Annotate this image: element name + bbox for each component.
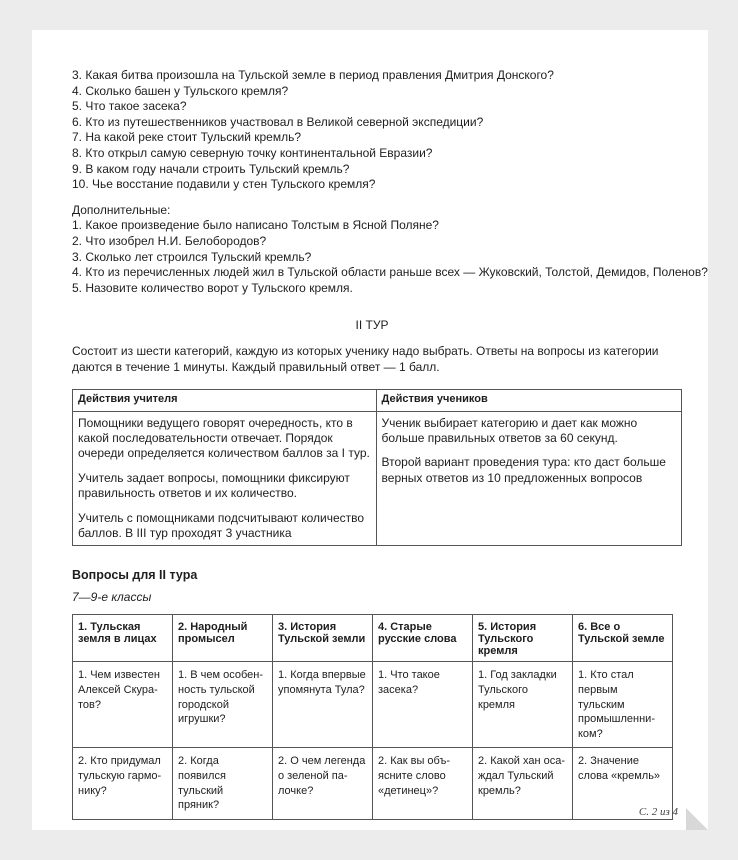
category-question-cell: 2. Когда появился тульский пряник? [173, 748, 273, 819]
question-item: 4. Сколько башен у Тульского кремля? [72, 83, 289, 98]
additional-heading: Дополнительные: [72, 202, 171, 217]
question-item: 6. Кто из путешественников участвовал в Великой северной экспедиции? [72, 114, 484, 129]
question-item: 5. Что такое засека? [72, 99, 187, 114]
category-header: 5. История Тульского кремля [473, 615, 573, 662]
teacher-action-paragraph: Помощники ведущего говорят очередность, кто в какой последовательности отвечает. Порядок очереди определяется количеством баллов за I тур. [78, 415, 370, 461]
grade-label: 7—9-е классы [72, 590, 152, 605]
category-question-cell: 1. Год закладки Тульского кремля [473, 662, 573, 748]
actions-table-row [73, 411, 682, 546]
question-item: 7. На какой реке стоит Тульский кремль? [72, 130, 302, 145]
category-question-cell: 2. О чем легенда о зеленой па-лочке? [273, 748, 373, 819]
question-item: 9. В каком году начали строить Тульский кремль? [72, 161, 350, 176]
additional-question-item: 2. Что изобрел Н.И. Белобородов? [72, 233, 267, 248]
category-header: 2. Народный промысел [173, 615, 273, 662]
student-action-paragraph: Ученик выбирает категорию и дает как можно больше правильных ответов за 60 секунд. [381, 415, 638, 445]
additional-question-item: 5. Назовите количество ворот у Тульского кремля. [72, 280, 353, 295]
page-corner-fold [686, 808, 708, 830]
questions-main-list [72, 68, 672, 193]
additional-question-item: 1. Какое произведение было написано Толстым в Ясной Поляне? [72, 218, 439, 233]
question-item: 3. Какая битва произошла на Тульской земле в период правления Дмитрия Донского? [72, 68, 554, 82]
tour-title: II ТУР [355, 318, 389, 333]
additional-list [72, 218, 708, 296]
category-question-cell: 2. Как вы объ-ясните слово «детинец»? [373, 748, 473, 819]
page-number: С. 2 из 4 [638, 806, 678, 818]
additional-questions [72, 202, 708, 297]
additional-question-item: 4. Кто из перечисленных людей жил в Тульской области раньше всех — Жуковский, Толстой, Демидов, Поленов? [72, 265, 708, 280]
teacher-action-paragraph: Учитель с помощниками подсчитывают количество баллов. В III тур проходят 3 участника [78, 510, 365, 540]
category-header: 1. Тульская земля в лицах [73, 615, 173, 662]
teacher-header: Действия учителя [73, 389, 377, 411]
category-question-cell: 2. Какой хан оса-ждал Тульский кремль? [473, 748, 573, 819]
student-action-paragraph: Второй вариант проведения тура: кто даст больше верных ответов из 10 предложенных вопросов [381, 455, 666, 485]
category-question-cell: 1. Чем известен Алексей Скура-тов? [73, 662, 173, 748]
category-header: 4. Старые русские слова [373, 615, 473, 662]
category-question-cell: 1. Кто стал первым тульским промышленни-ком? [573, 662, 673, 748]
students-header: Действия учеников [376, 389, 681, 411]
category-header: 3. История Тульской земли [273, 615, 373, 662]
document-page [32, 30, 708, 830]
teacher-action-paragraph: Учитель задает вопросы, помощники фиксируют правильность ответов и их количество. [78, 470, 350, 501]
category-question-cell: 1. В чем особен-ность тульской городской игрушки? [173, 662, 273, 748]
page-content [72, 68, 708, 820]
question-item: 10. Чье восстание подавили у стен Тульского кремля? [72, 177, 376, 192]
categories-table-row [73, 662, 673, 748]
teacher-actions-cell [73, 411, 377, 546]
additional-question-item: 3. Сколько лет строился Тульский кремль? [72, 249, 312, 264]
question-item: 8. Кто открыл самую северную точку континентальной Евразии? [72, 145, 433, 160]
category-question-cell: 1. Что такое засека? [373, 662, 473, 748]
actions-table-header [73, 389, 682, 411]
student-actions-cell [376, 411, 681, 546]
categories-table [72, 614, 673, 819]
category-question-cell: 2. Значение слова «кремль» [573, 748, 673, 819]
categories-table-row [73, 748, 673, 819]
questions-heading: Вопросы для II тура [72, 568, 198, 583]
category-question-cell: 1. Когда впервые упомянута Тула? [273, 662, 373, 748]
actions-table [72, 389, 682, 547]
category-question-cell: 2. Кто придумал тульскую гармо-нику? [73, 748, 173, 819]
categories-header-row [73, 615, 673, 662]
category-header: 6. Все о Тульской земле [573, 615, 673, 662]
tour-intro: Состоит из шести категорий, каждую из которых ученику надо выбрать. Ответы на вопросы из категории даются в течение 1 минуты. Каждый правильный ответ — 1 балл. [72, 344, 659, 374]
